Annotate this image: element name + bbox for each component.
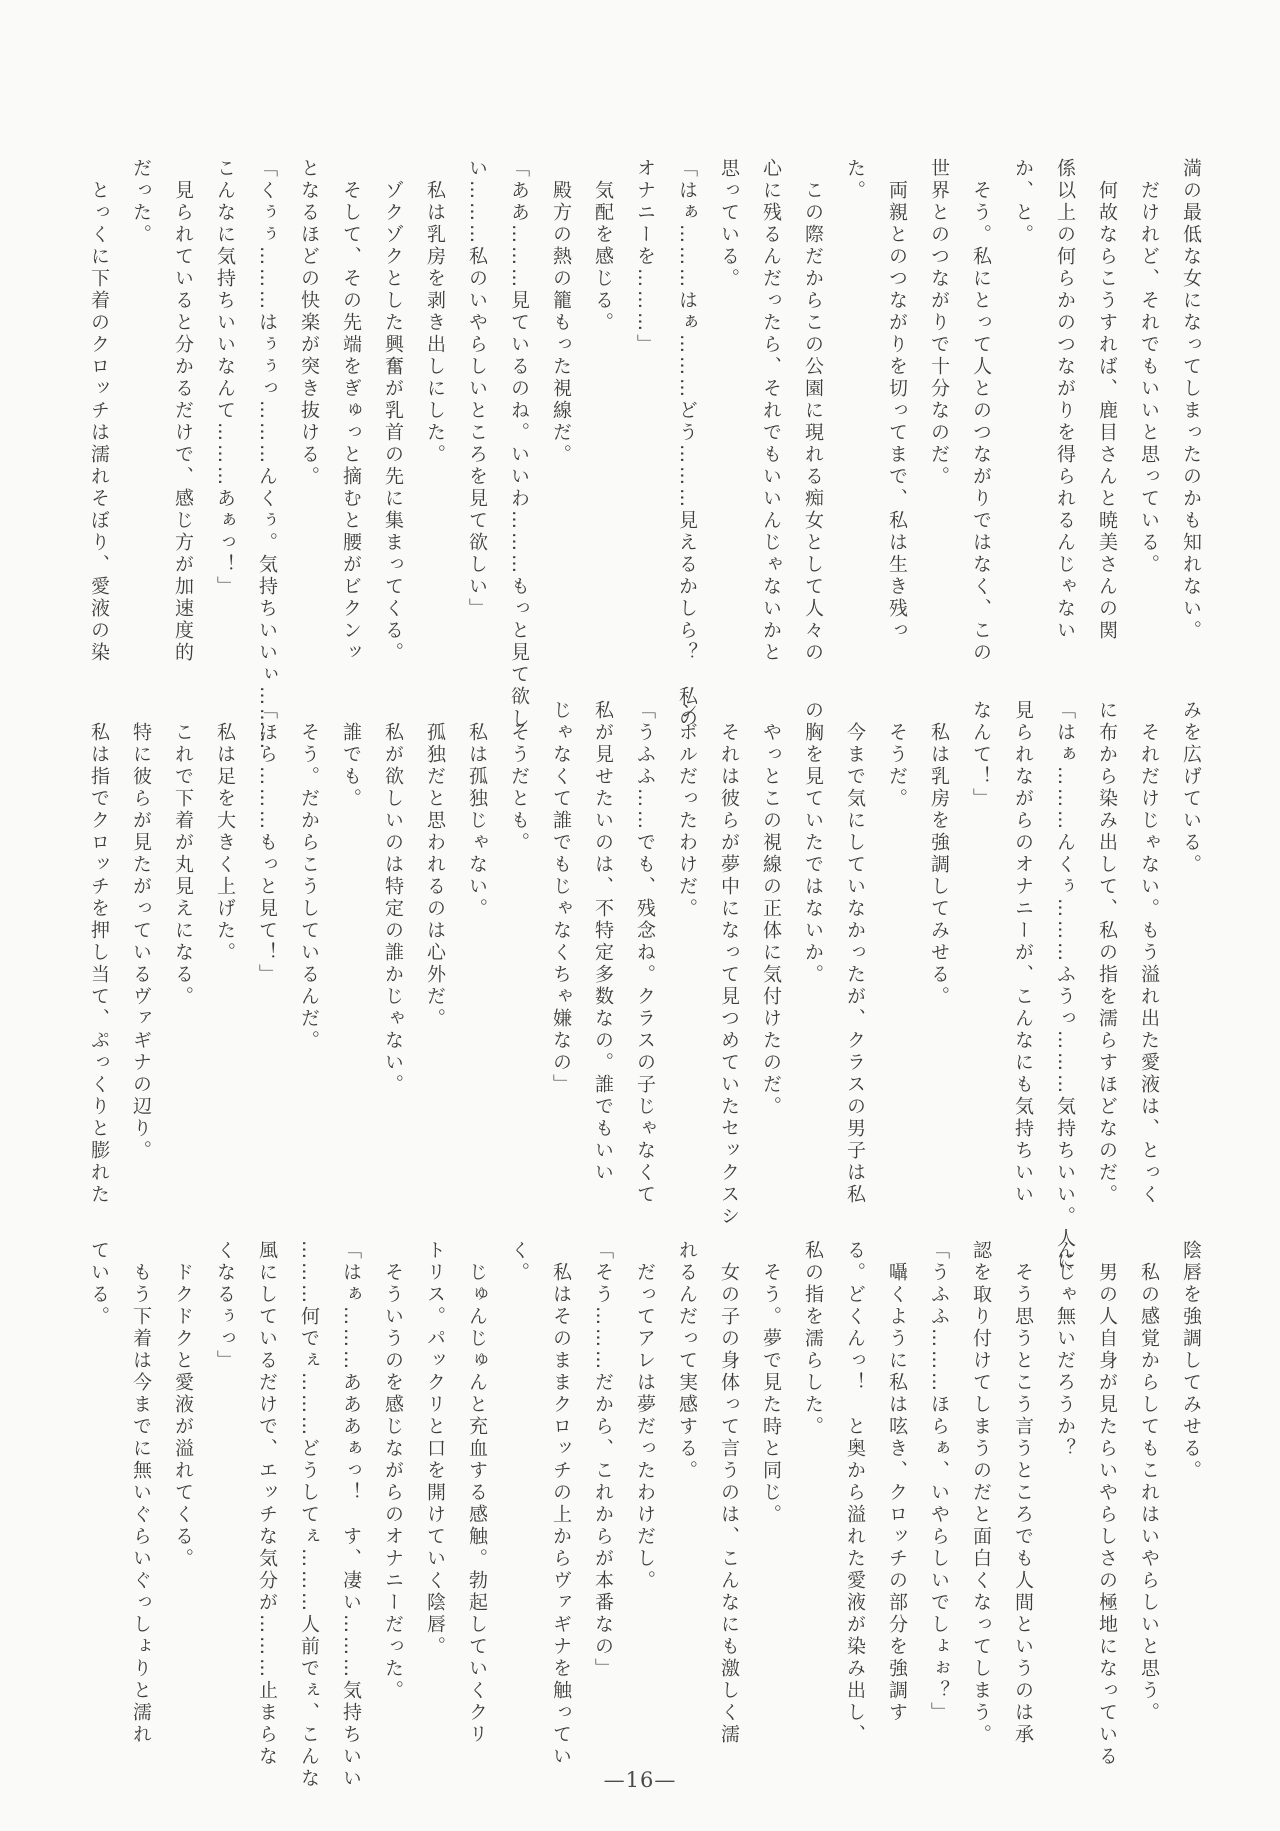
text-line: 見られていると分かるだけで、感じ方が加速度的 (172, 180, 194, 664)
text-line: こんなに気持ちいいなんて………あぁっ！」 (214, 158, 236, 598)
text-line: そう思うとこう言うところでも人間というのは承 (1012, 1262, 1034, 1746)
text-line: ゾクゾクとした興奮が乳首の先に集まってくる。 (382, 180, 404, 664)
text-line: となるほどの快楽が突き抜ける。 (298, 158, 320, 488)
text-line: 私が欲しいのは特定の誰かじゃない。 (382, 722, 404, 1096)
text-line: 私は孤独じゃない。 (466, 722, 488, 920)
text-line: く。 (508, 1240, 530, 1284)
text-line: 特に彼らが見たがっているヴァギナの辺り。 (130, 722, 152, 1162)
text-line: 何故ならこうすれば、鹿目さんと暁美さんの関 (1096, 180, 1118, 642)
text-line: 「はぁ………はぁ………どう………見えるかしら？ 私の (676, 158, 698, 730)
text-line: 風にしているだけで、エッチな気分が………止まらな (256, 1240, 278, 1768)
text-line: の胸を見ていたではないか。 (802, 700, 824, 986)
text-line: ………何でぇ………どうしてぇ………人前でぇ、こんな (298, 1240, 320, 1790)
text-line: 見られながらのオナニーが、こんなにも気持ちいい (1012, 700, 1034, 1206)
text-line: 「うふふ………ほらぁ、いやらしいでしょぉ？」 (928, 1240, 950, 1724)
text-line: これで下着が丸見えになる。 (172, 722, 194, 1008)
page-number: —16— (603, 1768, 677, 1792)
text-line: そういうのを感じながらのオナニーだった。 (382, 1262, 404, 1702)
text-line: じゃなくて誰でもじゃなくちゃ嫌なの」 (550, 700, 572, 1096)
text-line: 「はぁ………んくぅ………ふうっ………気持ちいい。人に (1054, 700, 1076, 1272)
text-line: 「そう………だから、これからが本番なの」 (592, 1240, 614, 1680)
text-line: そして、その先端をぎゅっと摘むと腰がビクンッ (340, 180, 362, 664)
text-line: 「うふふ……でも、残念ね。クラスの子じゃなくて (634, 700, 656, 1206)
text-line: 男の人自身が見たらいやらしさの極地になっている (1096, 1262, 1118, 1768)
text-line: みを広げている。 (1180, 700, 1202, 876)
text-line: 誰でも。 (340, 722, 362, 810)
text-line: なんて！」 (970, 700, 992, 810)
text-line: 満の最低な女になってしまったのかも知れない。 (1180, 158, 1202, 642)
text-line: オナニーを………」 (634, 158, 656, 356)
text-line: 私はそのままクロッチの上からヴァギナを触ってい (550, 1262, 572, 1768)
text-line: 両親とのつながりを切ってまで、私は生き残っ (886, 180, 908, 642)
text-block-1 (78, 158, 1212, 752)
text-block-2 (78, 700, 1212, 1272)
text-line: い………私のいやらしいところを見て欲しい」 (466, 158, 488, 620)
text-line: か、と。 (1012, 158, 1034, 246)
text-line: とっくに下着のクロッチは濡れそぼり、愛液の染 (88, 180, 110, 664)
text-line: 女の子の身体って言うのは、こんなにも激しく濡 (718, 1262, 740, 1746)
text-line: 気配を感じる。 (592, 180, 614, 334)
text-line: 心に残るんだったら、それでもいいんじゃないかと (760, 158, 782, 664)
text-line: 世界とのつながりで十分なのだ。 (928, 158, 950, 488)
text-line: 囁くように私は呟き、クロッチの部分を強調す (886, 1262, 908, 1724)
text-line: 私は足を大きく上げた。 (214, 722, 236, 964)
text-line: 「ほら………もっと見て！」 (256, 700, 278, 986)
text-line: 認を取り付けてしまうのだと面白くなってしまう。 (970, 1240, 992, 1746)
text-line: 殿方の熱の籠もった視線だ。 (550, 180, 572, 466)
text-line: そうだとも。 (508, 722, 530, 854)
text-line: 私の感覚からしてもこれはいやらしいと思う。 (1138, 1262, 1160, 1724)
text-line: れるんだって実感する。 (676, 1240, 698, 1482)
text-line: そうだ。 (886, 722, 908, 810)
text-line: 陰唇を強調してみせる。 (1180, 1240, 1202, 1482)
text-line: ドクドクと愛液が溢れてくる。 (172, 1262, 194, 1570)
text-line: 私は乳房を剥き出しにした。 (424, 180, 446, 466)
text-line: 私は乳房を強調してみせる。 (928, 722, 950, 1008)
text-line: くなるぅっ」 (214, 1240, 236, 1372)
text-line: そう。夢で見た時と同じ。 (760, 1262, 782, 1526)
text-line: トリス。パックリと口を開けていく陰唇。 (424, 1240, 446, 1658)
text-line: た。 (844, 158, 866, 202)
text-line: それだけじゃない。もう溢れ出た愛液は、とっく (1138, 722, 1160, 1206)
text-line: そう。私にとって人とのつながりではなく、この (970, 180, 992, 664)
text-line: 思っている。 (718, 158, 740, 290)
text-line: る。どくんっ！ と奥から溢れた愛液が染み出し、 (844, 1240, 866, 1746)
text-line: 私は指でクロッチを押し当て、ぷっくりと膨れた (88, 722, 110, 1206)
text-line: んじゃ無いだろうか？ (1054, 1240, 1076, 1460)
text-line: 係以上の何らかのつながりを得られるんじゃない (1054, 158, 1076, 642)
text-line: だけれど、それでもいいと思っている。 (1138, 180, 1160, 576)
text-line: 私の指を濡らした。 (802, 1240, 824, 1438)
text-line: 今まで気にしていなかったが、クラスの男子は私 (844, 722, 866, 1206)
text-line: やっとこの視線の正体に気付けたのだ。 (760, 722, 782, 1118)
text-line: に布から染み出して、私の指を濡らすほどなのだ。 (1096, 700, 1118, 1206)
text-line: この際だからこの公園に現れる痴女として人々の (802, 180, 824, 664)
text-line: じゅんじゅんと充血する感触。勃起していくクリ (466, 1262, 488, 1746)
text-line: それは彼らが夢中になって見つめていたセックスシ (718, 722, 740, 1228)
text-line: ンボルだったわけだ。 (676, 700, 698, 920)
text-line: 「ああ………見ているのね。いいわ………もっと見て欲し (508, 158, 530, 730)
text-line: だった。 (130, 158, 152, 246)
text-line: だってアレは夢だったわけだし。 (634, 1262, 656, 1592)
text-line: 私が見せたいのは、不特定多数なの。誰でもいい (592, 700, 614, 1184)
text-line: 「はぁ………あああぁっ！ す、凄い………気持ちいい (340, 1240, 362, 1790)
text-line: 「くぅぅ………はぅぅっ………んくぅ。気持ちいいぃ……… (256, 158, 278, 752)
text-line: もう下着は今までに無いぐらいぐっしょりと濡れ (130, 1262, 152, 1746)
text-line: 孤独だと思われるのは心外だ。 (424, 722, 446, 1030)
text-line: そう。だからこうしているんだ。 (298, 722, 320, 1052)
text-line: ている。 (88, 1240, 110, 1328)
